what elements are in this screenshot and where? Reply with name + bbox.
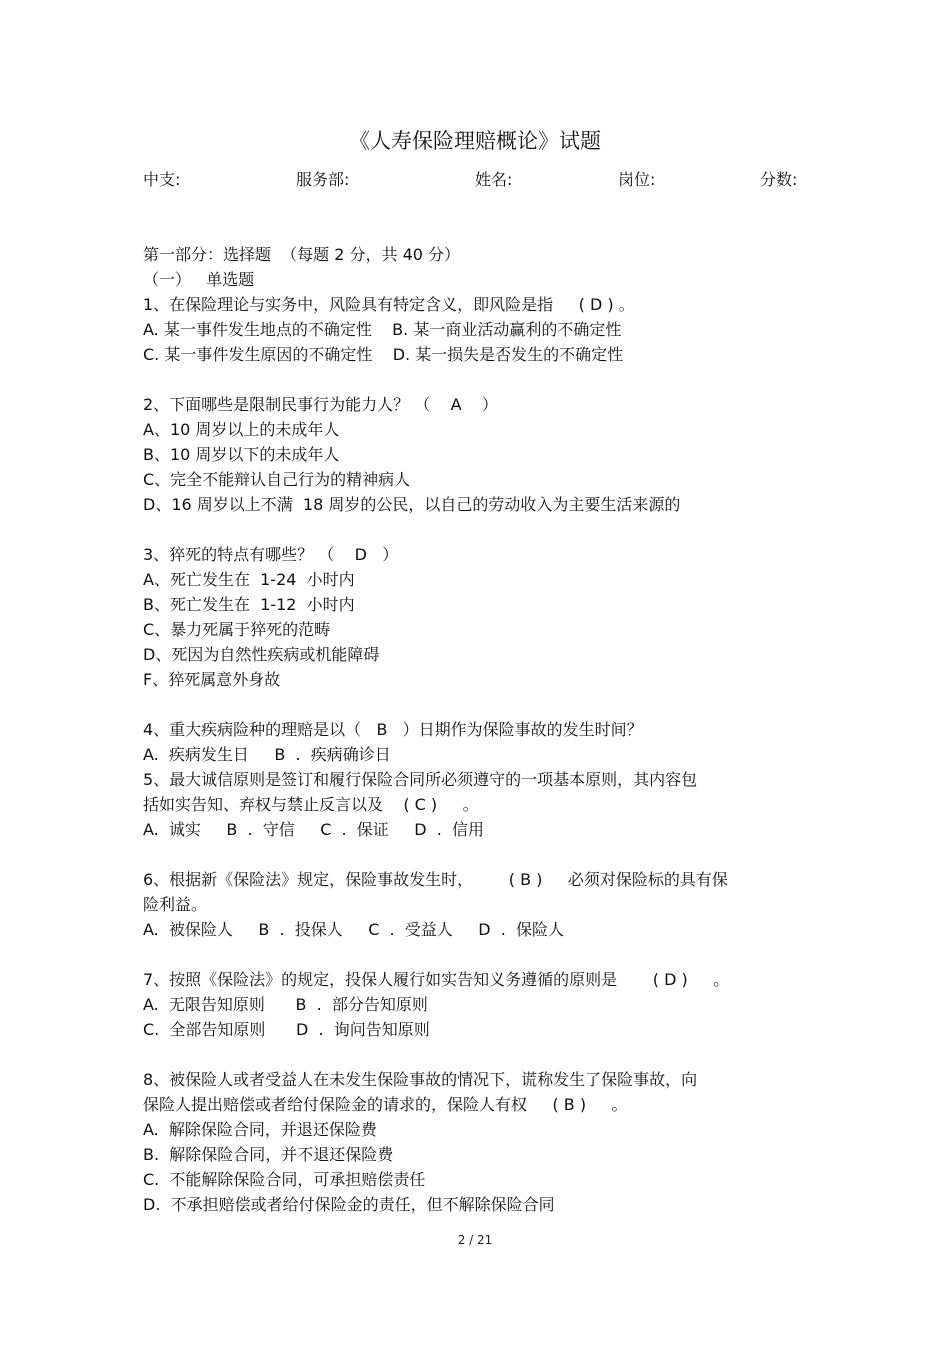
question-stem: 2、下面哪些是限制民事行为能力人？ （ A ） [143, 395, 498, 414]
question-stem: 5、最大诚信原则是签订和履行保险合同所必须遵守的一项基本原则，其内容包 [143, 770, 698, 789]
name-label: 姓名: [475, 170, 513, 189]
department-label: 服务部: [296, 170, 350, 189]
question-option: B. 解除保险合同，并不退还保险费 [143, 1145, 394, 1164]
question-option: D、死因为自然性疾病或机能障碍 [143, 645, 380, 664]
question-option: B、死亡发生在 1-12 小时内 [143, 595, 355, 614]
question-option: A. 被保险人 B . 投保人 C . 受益人 D . 保险人 [143, 920, 564, 939]
exam-header [143, 168, 803, 192]
question-stem: 6、根据新《保险法》规定，保险事故发生时， ( B ) 必须对保险标的具有保 [143, 870, 728, 889]
question-3 [143, 542, 808, 692]
page-number: 2 / 21 [457, 1233, 493, 1247]
question-option: C、完全不能辩认自己行为的精神病人 [143, 470, 411, 489]
question-stem: 8、被保险人或者受益人在未发生保险事故的情况下，谎称发生了保险事故，向 [143, 1070, 698, 1089]
question-option: D、16 周岁以上不满 18 周岁的公民，以自己的劳动收入为主要生活来源的 [143, 495, 681, 514]
score-label: 分数: [760, 170, 798, 189]
branch-label: 中支: [143, 170, 181, 189]
question-option: A. 无限告知原则 B . 部分告知原则 [143, 995, 428, 1014]
question-option: A. 疾病发生日 B . 疾病确诊日 [143, 745, 391, 764]
question-option: A. 某一事件发生地点的不确定性 B. 某一商业活动赢利的不确定性 [143, 320, 622, 339]
question-option: D. 不承担赔偿或者给付保险金的责任，但不解除保险合同 [143, 1195, 555, 1214]
question-option: F、猝死属意外身故 [143, 670, 281, 689]
exam-body [143, 242, 808, 1217]
question-stem: 4、重大疾病险种的理赔是以（ B ）日期作为保险事故的发生时间？ [143, 720, 643, 739]
question-stem: 7、按照《保险法》的规定，投保人履行如实告知义务遵循的原则是 ( D ) 。 [143, 970, 730, 989]
section-heading: 第一部分：选择题 （每题 2 分，共 40 分） [143, 245, 461, 264]
question-4 [143, 717, 808, 767]
question-option: B、10 周岁以下的未成年人 [143, 445, 340, 464]
question-stem: 保险人提出赔偿或者给付保险金的请求的，保险人有权 ( B ) 。 [143, 1095, 628, 1114]
question-option: A、死亡发生在 1-24 小时内 [143, 570, 355, 589]
question-option: C. 全部告知原则 D . 询问告知原则 [143, 1020, 430, 1039]
page-title: 《人寿保险理赔概论》试题 [349, 129, 601, 153]
question-option: C. 不能解除保险合同，可承担赔偿责任 [143, 1170, 426, 1189]
question-option: C、暴力死属于猝死的范畴 [143, 620, 331, 639]
subsection-heading: （一） 单选题 [143, 270, 255, 289]
question-stem: 括如实告知、弃权与禁止反言以及 ( C ) 。 [143, 795, 479, 814]
question-7 [143, 967, 808, 1042]
question-option: A. 诚实 B . 守信 C . 保证 D . 信用 [143, 820, 484, 839]
question-6 [143, 867, 808, 942]
question-8 [143, 1067, 808, 1217]
question-2 [143, 392, 808, 517]
post-label: 岗位: [618, 170, 656, 189]
question-stem: 险利益。 [143, 895, 208, 914]
question-1 [143, 292, 808, 367]
question-stem: 1、在保险理论与实务中，风险具有特定含义，即风险是指 ( D ) 。 [143, 295, 635, 314]
question-stem: 3、猝死的特点有哪些？ （ D ） [143, 545, 399, 564]
question-5 [143, 767, 808, 842]
question-option: A、10 周岁以上的未成年人 [143, 420, 340, 439]
question-option: C. 某一事件发生原因的不确定性 D. 某一损失是否发生的不确定性 [143, 345, 624, 364]
question-option: A. 解除保险合同，并退还保险费 [143, 1120, 377, 1139]
